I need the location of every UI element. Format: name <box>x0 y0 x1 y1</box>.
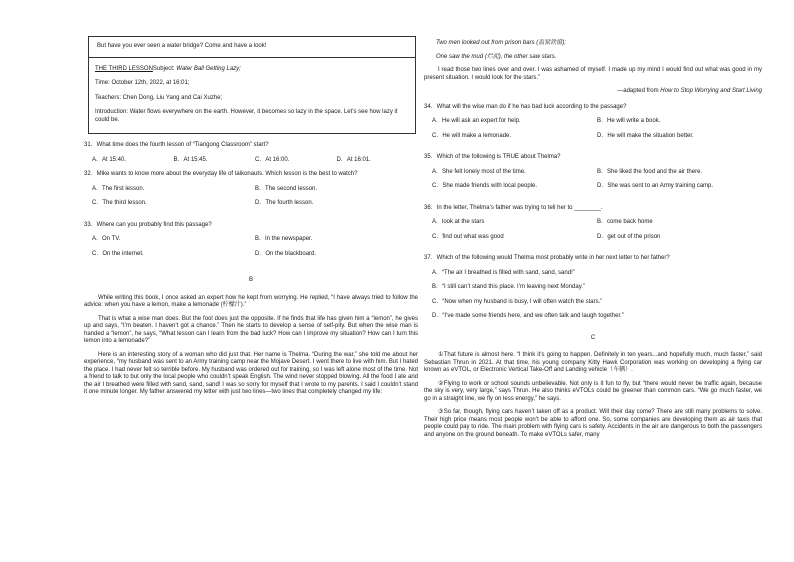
option-c: C．At 16:00. <box>255 156 290 163</box>
box-top-line: But have you ever seen a water bridge? Come and have a look! <box>89 37 415 58</box>
question-text: 32．Mike wants to know more about the everyday life of taikonauts. Which lesson is the best to watch? <box>84 171 358 177</box>
option-a: A．At 15:40. <box>92 156 127 163</box>
lesson-teachers: Teachers: Chen Dong, Liu Yang and Cai Xuzhe; <box>95 94 223 101</box>
source-prefix: —adapted from <box>617 88 661 94</box>
option-c: C．She made friends with local people. <box>432 183 538 189</box>
passage-paragraph: Here is an interesting story of a woman who did just that. Her name is Thelma. “During the war,” she told me about her experience, “my husband was sent to an Army training camp near the Mojave Desert. I went there to live with him. But I hated the place. I had never felt so terrible before. My husband was ordered out for training, so I was left alone most of the time. Not a friend to talk to but only the local people who couldn’t speak English. The wind never stopped blowing. All the food I ate and the air I breathed were filled with sand, sand, sand! I was so sorry for myself that I wrote to my parents. I said I couldn’t stand it one minute longer. My father answered my letter with just two lines—two lines that completely changed my life: <box>84 351 418 395</box>
option-d: D．get out of the prison <box>597 233 661 240</box>
option-a: A．She felt lonely most of the time. <box>432 168 526 175</box>
option-d: D．“I’ve made some friends here, and we often talk and laugh together.” <box>432 313 624 319</box>
question-32 <box>84 171 418 215</box>
passage-c <box>424 352 762 439</box>
poem-line-1: Two men looked out from prison bars (监狱铁窗); <box>436 40 566 46</box>
options <box>432 118 762 147</box>
source-title: How to Stop Worrying and Start Living <box>660 88 762 94</box>
passage-paragraph: While writing this book, I once asked an expert how he kept from worrying. He replied, “I have always tried to follow the advice: when you have a lemon, make a lemonade (柠檬汁).” <box>84 294 418 308</box>
options <box>432 270 762 321</box>
option-b: B．The second lesson. <box>255 185 318 192</box>
lesson-heading: THE THIRD LESSON <box>95 65 153 72</box>
option-b: B．come back home <box>597 219 653 225</box>
question-34 <box>424 104 762 148</box>
option-c: C．The third lesson. <box>92 200 147 206</box>
passage-paragraph: I read those two lines over and over. I was ashamed of myself. I made up my mind I would find out what was good in my present situation. I would look for the stars.” <box>424 67 762 81</box>
options <box>92 157 418 165</box>
option-a: A．look at the stars <box>432 219 485 225</box>
question-35 <box>424 154 762 198</box>
options <box>432 169 762 198</box>
lesson-info-box <box>88 36 416 134</box>
passage-paragraph: ②Flying to work or school sounds unbelievable. Not only is it fun to fly, but “there would never be traffic again, because the sky is very, very large,” says Thrun. He also thinks eVTOLs could be greener than common cars. “We go much faster, we go in a straight line, we fly on less energy,” he says. <box>424 380 762 402</box>
question-text: 34．What will the wise man do if he has bad luck according to the passage? <box>424 103 627 110</box>
question-text: 33．Where can you probably find this passage? <box>84 221 212 228</box>
section-heading-b: B <box>248 277 253 283</box>
passage-b <box>84 295 418 397</box>
question-text: 36．In the letter, Thelma’s father was trying to tell her to ________. <box>424 204 603 211</box>
option-a: A．He will ask an expert for help. <box>432 118 521 124</box>
option-d: D．He will make the situation better. <box>597 132 694 139</box>
question-text: 37．Which of the following would Thelma most probably write in her next letter to her father? <box>424 255 670 261</box>
section-heading-c: C <box>590 334 596 341</box>
option-b: B．“I still can’t stand this place. I’m leaving next Monday.” <box>432 284 585 290</box>
option-b: B．She liked the food and the air there. <box>597 168 703 175</box>
option-c: C．“Now when my husband is busy, I will often watch the stars.” <box>432 298 603 305</box>
option-b: B．He will write a book. <box>597 118 661 124</box>
question-text: 35．Which of the following is TRUE about Thelma? <box>424 154 561 160</box>
options <box>92 236 418 265</box>
subject-value: Water Ball Getting Lazy; <box>176 65 241 72</box>
option-a: A．“The air I breathed is filled with sand, sand, sand!” <box>432 269 575 276</box>
question-33 <box>84 222 418 266</box>
option-d: D．At 16:01. <box>336 156 371 163</box>
passage-paragraph: ①That future is almost here. “I think it’s going to happen. Definitely in ten years...and hopefully much, much faster,” said Sebastian Thrun in 2021. At that time, his young company Kitty Hawk Corporation was working on developing a flying car known as eVTOL, or Electronic Vertical Take-Off and Landing vehicle（车辆）. <box>424 352 762 373</box>
option-c: C．He will make a lemonade. <box>432 132 512 139</box>
question-text: 31．What time does the fourth lesson of “Tiangong Classroom” start? <box>84 142 269 148</box>
left-column <box>84 36 418 403</box>
option-d: D．On the blackboard. <box>255 250 317 257</box>
question-31 <box>84 142 418 164</box>
right-column <box>424 40 762 445</box>
lesson-time: Time: October 12th, 2022, at 16:01; <box>95 80 190 86</box>
lesson-introduction: Introduction: Water flows everywhere on the earth. However, it becomes so lazy in the space. Let’s see how lazy it could be. <box>95 109 398 123</box>
subject-label: Subject: <box>152 65 177 72</box>
question-36 <box>424 205 762 249</box>
options <box>92 186 418 215</box>
passage-paragraph: That is what a wise man does. But the fool does just the opposite. If he finds that life has given him a “lemon”, he gives up and says, “I’m beaten. I haven’t got a chance.” Then he starts to develop a sense of self-pity. But when the wise man is handed a “lemon”, he says, “What lesson can I learn from the bad luck? How can I improve my situation? How can I turn this lemon into a lemonade?” <box>84 315 418 344</box>
option-c: C．find out what was good <box>432 233 504 240</box>
option-a: A．On TV. <box>92 236 121 242</box>
poem-line-2: One saw the mud (烂泥), the other saw stars. <box>436 53 557 60</box>
passage-paragraph: ③So far, though, flying cars haven’t taken off as a product. Will their day come? There are still many problems to solve. Their high price means most people won’t be able to afford one. So, some companies are developing them as air taxis that people could pay to ride. The main problem with flying cars is safety. Accidents in the air are dangerous to both the passengers and anyone on the ground beneath. To make eVTOLs safer, many <box>424 409 762 438</box>
option-b: B．In the newspaper. <box>255 236 313 242</box>
passage-source <box>424 88 762 96</box>
option-a: A．The first lesson. <box>92 185 145 192</box>
option-d: D．She was sent to an Army training camp. <box>597 183 714 189</box>
options <box>432 219 762 248</box>
question-37 <box>424 255 762 321</box>
option-c: C．On the internet. <box>92 250 144 257</box>
option-b: B．At 15:45. <box>173 156 208 163</box>
lesson-heading-line <box>95 66 409 74</box>
option-d: D．The fourth lesson. <box>255 200 314 206</box>
